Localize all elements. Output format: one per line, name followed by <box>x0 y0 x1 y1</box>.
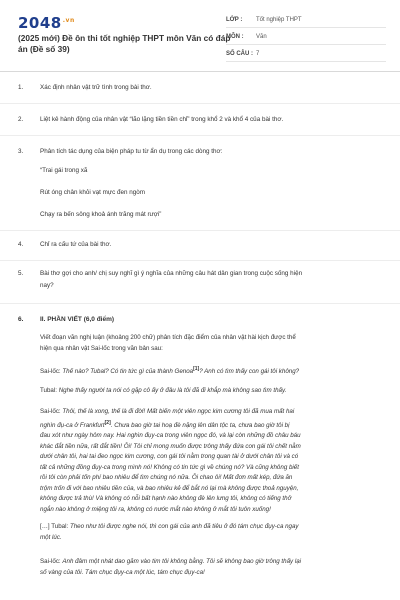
meta-value: 7 <box>256 51 260 57</box>
site-logo[interactable] <box>18 14 75 32</box>
section-number: 6. <box>18 316 24 323</box>
meta-row-subject <box>226 31 386 45</box>
question-separator <box>0 135 400 136</box>
footnote-marker[interactable]: [1] <box>193 366 200 372</box>
question-5-continued <box>40 280 54 291</box>
dialogue-text: trộm trốn đi với bao nhiêu tiền của, và bao nhiêu kẻ để bắt nó lại mà không được thoả nguyện, <box>40 484 299 492</box>
question-number: 3. <box>18 148 24 155</box>
speaker-label: Sai-lốc: <box>40 558 61 565</box>
dialogue-text: rồi tôi còn phải tốn phí bao nhiêu để tìm chúng nó nữa. Ôi chao ôi! Mất đơn mất kép, đứa ăn <box>40 474 293 482</box>
question-text: Liệt kê hành động của nhân vật “lão lặng tiền tiền chỉ” trong khổ 2 và khổ 4 của bài thơ. <box>40 116 284 123</box>
prompt-line: Viết đoạn văn nghị luận (khoảng 200 chữ) phân tích đặc điểm của nhân vật hài kịch được thể <box>40 334 296 341</box>
dialogue-text: nghìn đụ-ca ở Frankfurt <box>40 421 105 429</box>
speaker-label: Tubal: <box>40 387 57 394</box>
section-title: II. PHẦN VIẾT (6,0 điểm) <box>40 316 115 323</box>
meta-label: LỚP : <box>226 17 243 23</box>
footnote-marker[interactable]: [2] <box>104 419 111 426</box>
meta-label: MÔN : <box>226 34 244 40</box>
question-number: 2. <box>18 116 24 123</box>
logo-text: 2048 <box>18 14 62 32</box>
question-separator <box>0 230 400 231</box>
dialogue-text: Nghe thấy người ta nói có gặp cô ấy ở đâu là tôi đã đi khắp mà không sao tìm thấy. <box>58 387 287 394</box>
question-number: 4. <box>18 241 24 248</box>
dialogue-text: Thế nào? Tubal? Có tin tức gì của thành Genoa <box>62 368 194 376</box>
meta-value: Tốt nghiệp THPT <box>256 17 302 23</box>
speaker-label: […] Tubal: <box>40 523 69 530</box>
poem-line: Rút óng chân khỏi vạt mực đen ngòm <box>40 189 146 196</box>
dialogue-text: một lúc. <box>40 533 62 541</box>
document-header <box>0 0 400 72</box>
dialogue-5 <box>40 557 385 578</box>
question-text: Bài thơ gợi cho anh/ chị suy nghĩ gì ý nghĩa của những câu hát dân gian trong cuộc sống hiện <box>40 270 303 277</box>
dialogue-text: khác đắt tiền nữa, rất đắt tiền! Ôi! Tôi chỉ mong muốn được trông thấy đứa con gái tôi chết nằm <box>40 442 301 450</box>
dialogue-text: dưới chân tôi, hai tai đeo ngọc kim cương, con gái tôi nằm trong quan tài ở dưới chân tôi và có <box>40 453 299 461</box>
page-title: (2025 mới) Đề ôn thi tốt nghiệp THPT môn Văn có đáp án (Đề số 39) <box>18 33 231 54</box>
logo-suffix: .vn <box>62 17 75 24</box>
dialogue-4 <box>40 522 385 543</box>
prompt-line: hiện qua nhân vật Sai-lốc trong văn bản sau: <box>40 344 163 352</box>
dialogue-1 <box>40 364 385 378</box>
dialogue-text: . Chưa bao giờ tai hoạ đè nặng lên dân tộc ta, chưa bao giờ tôi bị <box>110 421 290 429</box>
dialogue-text: không được trả thù! Và không có nỗi bất hạnh nào không đè lên lưng tôi, không có tiếng thở <box>40 495 292 503</box>
dialogue-text: tất cả những đồng đụy-ca trong mình nó! Không có tin tức gì về chúng nó? Và cũng không biết <box>40 463 299 471</box>
question-number: 5. <box>18 270 24 277</box>
dialogue-text: ngắn nào không ở miệng tôi ra, không có nước mắt nào không ở mắt tôi tuôn xuống! <box>40 505 271 513</box>
meta-info <box>226 14 386 65</box>
dialogue-text: đau xót như ngày hôm nay. Hai nghìn đụy-ca trong viên ngọc đó, và lại còn những đồ châu báu <box>40 432 301 440</box>
question-text: Phân tích tác dụng của biện pháp tu từ ẩn dụ trong các dòng thơ: <box>40 148 223 155</box>
meta-row-grade <box>226 14 386 28</box>
dialogue-text: Theo như tôi được nghe nói, thì con gái của anh đã tiêu ở đó tám chục đụy-ca ngay <box>69 523 299 530</box>
speaker-label: Sai-lốc: <box>40 408 61 415</box>
dialogue-text: số vàng của tôi. Tám chục đụy-ca một lúc, tám chục đụy-ca! <box>40 568 205 576</box>
dialogue-text: ? Anh có tìm thấy con gái tôi không? <box>199 368 300 376</box>
poem-line: “Trai gái trong xã <box>40 167 88 174</box>
question-separator <box>0 303 400 304</box>
question-text: nay? <box>40 282 54 289</box>
dialogue-text: Thôi, thế là xong, thế là đi đời! Mất biến một viên ngọc kim cương tôi đã mua mất hai <box>62 408 295 415</box>
dialogue-text: Anh đâm một nhát dao găm vào tim tôi không bằng. Tôi sẽ không bao giờ trông thấy lại <box>62 558 302 565</box>
question-separator <box>0 260 400 261</box>
dialogue-2 <box>40 386 385 397</box>
question-number: 1. <box>18 84 24 91</box>
meta-label: SỐ CÂU : <box>226 51 253 57</box>
question-text: Chỉ ra cấu tứ của bài thơ. <box>40 241 112 248</box>
speaker-label: Sai-lốc: <box>40 368 61 376</box>
meta-value: Văn <box>256 34 267 40</box>
poem-line: Chạy ra bến sông khoả ánh trăng mát rượi” <box>40 211 162 218</box>
essay-prompt <box>40 333 385 354</box>
dialogue-3 <box>40 407 385 515</box>
question-separator <box>0 103 400 104</box>
header-divider <box>0 71 400 72</box>
question-text: Xác định nhân vật trữ tình trong bài thơ. <box>40 84 152 91</box>
meta-row-count <box>226 48 386 62</box>
